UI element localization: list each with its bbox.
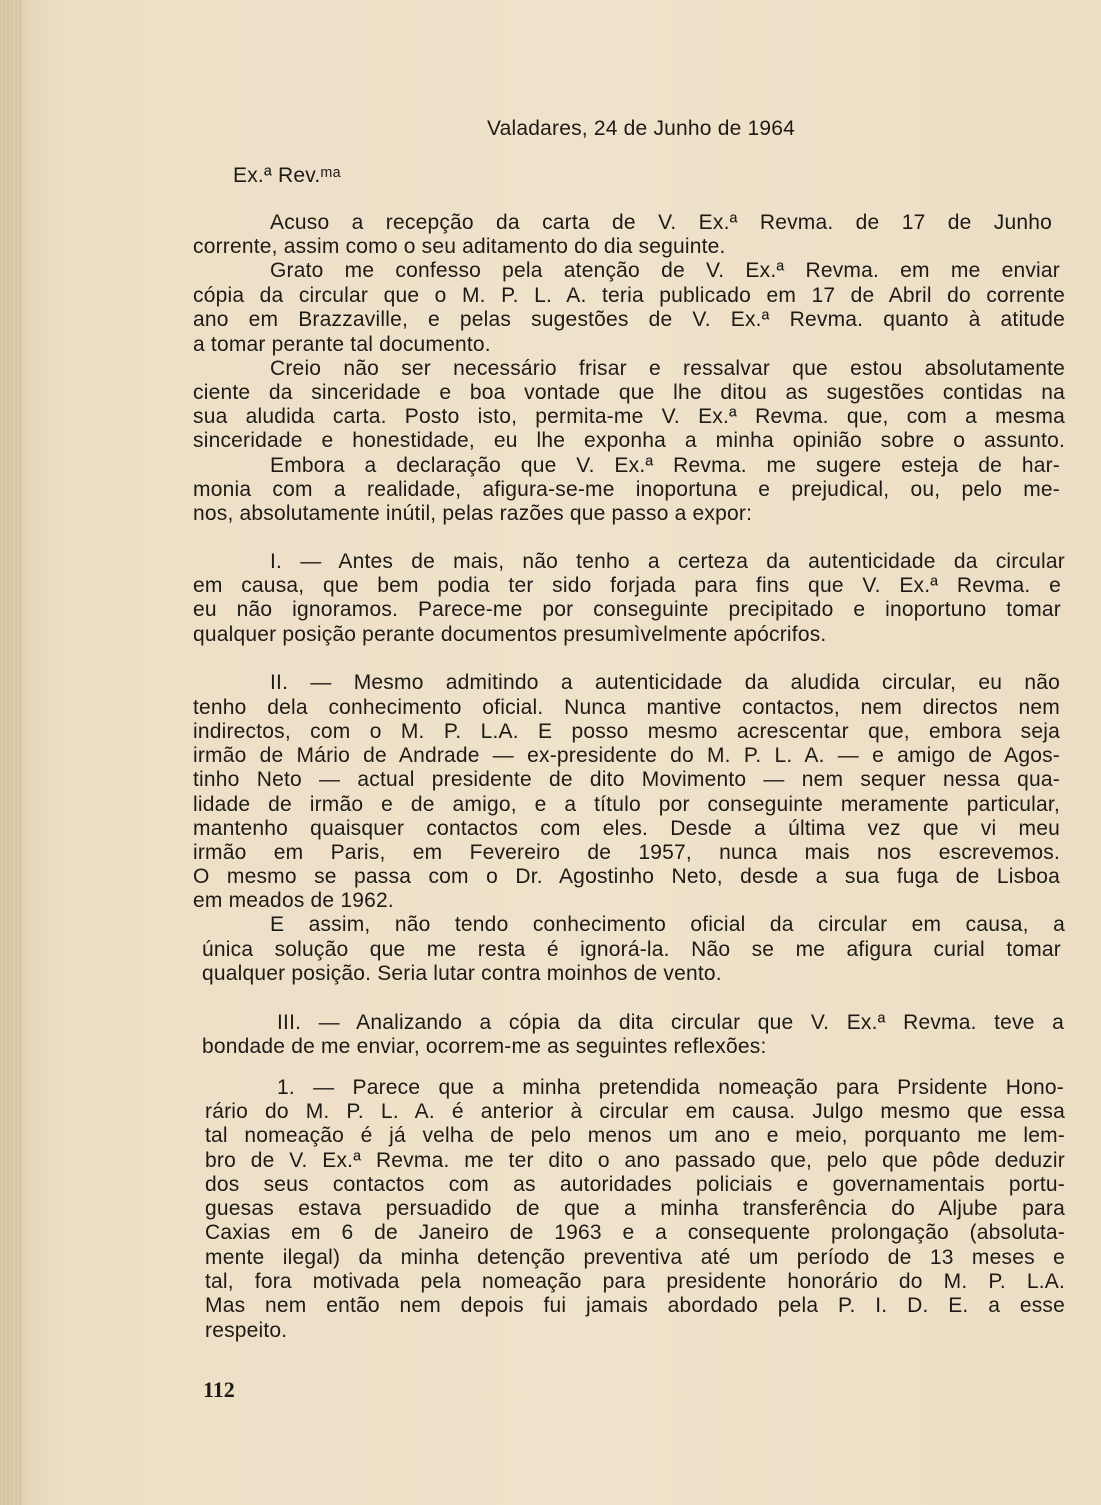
text-line: irmão em Paris, em Fevereiro de 1957, nunca mais nos escrevemos. xyxy=(193,841,1060,864)
text-line: bro de V. Ex.ª Revma. me ter dito o ano passado que, pelo que pôde deduzir xyxy=(205,1149,1065,1172)
text-line: Embora a declaração que V. Ex.ª Revma. me sugere esteja de har- xyxy=(270,454,1060,477)
text-line: I. — Antes de mais, não tenho a certeza da autenticidade da circular xyxy=(270,550,1065,573)
text-line: E assim, não tendo conhecimento oficial da circular em causa, a xyxy=(270,913,1065,936)
text-line: Grato me confesso pela atenção de V. Ex.ª Revma. em me enviar xyxy=(270,259,1060,282)
text-line: sinceridade e honestidade, eu lhe exponha a minha opinião sobre o assunto. xyxy=(193,429,1065,452)
text-line: a tomar perante tal documento. xyxy=(193,333,491,356)
text-line: lidade de irmão e de amigo, e a título por conseguinte meramente particular, xyxy=(193,793,1060,816)
text-line: ano em Brazzaville, e pelas sugestões de V. Ex.ª Revma. quanto à atitude xyxy=(193,308,1065,331)
text-line: bondade de me enviar, ocorrem-me as seguintes reflexões: xyxy=(202,1035,767,1058)
text-line: cópia da circular que o M. P. L. A. teria publicado em 17 de Abril do corrente xyxy=(193,284,1065,307)
text-line: tal, fora motivada pela nomeação para presidente honorário do M. P. L.A. xyxy=(205,1270,1065,1293)
text-line: qualquer posição perante documentos presumìvelmente apócrifos. xyxy=(193,623,827,646)
text-line: rário do M. P. L. A. é anterior à circular em causa. Julgo mesmo que essa xyxy=(205,1100,1065,1123)
text-line: indirectos, com o M. P. L.A. E posso mesmo acrescentar que, embora seja xyxy=(193,720,1060,743)
text-line: em causa, que bem podia ter sido forjada para fins que V. Ex.ª Revma. e xyxy=(193,574,1061,597)
text-line: em meados de 1962. xyxy=(193,889,394,912)
text-line: 1. — Parece que a minha pretendida nomeação para Prsidente Hono- xyxy=(277,1076,1064,1099)
text-line: tinho Neto — actual presidente de dito Movimento — nem sequer nessa qua- xyxy=(193,768,1060,791)
text-line: Caxias em 6 de Janeiro de 1963 e a consequente prolongação (absoluta- xyxy=(205,1221,1065,1244)
book-spine-edge xyxy=(0,0,22,1505)
text-line: dos seus contactos com as autoridades policiais e governamentais portu- xyxy=(205,1173,1065,1196)
text-line: II. — Mesmo admitindo a autenticidade da aludida circular, eu não xyxy=(270,671,1060,694)
text-line: sua aludida carta. Posto isto, permita-me V. Ex.ª Revma. que, com a mesma xyxy=(193,405,1065,428)
text-line: Mas nem então nem depois fui jamais abordado pela P. I. D. E. a esse xyxy=(205,1294,1065,1317)
salutation: Ex.ª Rev.ᵐᵃ xyxy=(233,164,341,187)
text-line: Acuso a recepção da carta de V. Ex.ª Revma. de 17 de Junho xyxy=(270,211,1052,234)
text-line: nos, absolutamente inútil, pelas razões que passo a expor: xyxy=(193,502,753,525)
text-line: irmão de Mário de Andrade — ex-presidente do M. P. L. A. — e amigo de Agos- xyxy=(193,744,1060,767)
text-line: qualquer posição. Seria lutar contra moinhos de vento. xyxy=(202,962,722,985)
place-date: Valadares, 24 de Junho de 1964 xyxy=(487,117,796,140)
text-line: eu não ignoramos. Parece-me por conseguinte precipitado e inoportuno tomar xyxy=(193,598,1061,621)
text-line: III. — Analizando a cópia da dita circular que V. Ex.ª Revma. teve a xyxy=(277,1011,1064,1034)
page-number: 112 xyxy=(203,1377,235,1402)
text-line: ciente da sinceridade e boa vontade que lhe ditou as sugestões contidas na xyxy=(193,381,1065,404)
text-line: guesas estava persuadido de que a minha transferência do Aljube para xyxy=(205,1197,1065,1220)
text-line: O mesmo se passa com o Dr. Agostinho Neto, desde a sua fuga de Lisboa xyxy=(193,865,1060,888)
text-line: única solução que me resta é ignorá-la. Não se me afigura curial tomar xyxy=(202,938,1061,961)
text-line: tenho dela conhecimento oficial. Nunca mantive contactos, nem directos nem xyxy=(193,696,1060,719)
text-line: tal nomeação é já velha de pelo menos um ano e meio, porquanto me lem- xyxy=(205,1124,1065,1147)
text-line: Creio não ser necessário frisar e ressalvar que estou absolutamente xyxy=(270,357,1065,380)
text-line: respeito. xyxy=(205,1319,288,1342)
text-line: mente ilegal) da minha detenção preventiva até um período de 13 meses e xyxy=(205,1246,1065,1269)
text-line: mantenho quaisquer contactos com eles. Desde a última vez que vi meu xyxy=(193,817,1060,840)
text-line: monia com a realidade, afigura-se-me inoportuna e prejudical, ou, pelo me- xyxy=(193,478,1060,501)
text-line: corrente, assim como o seu aditamento do dia seguinte. xyxy=(193,235,726,258)
